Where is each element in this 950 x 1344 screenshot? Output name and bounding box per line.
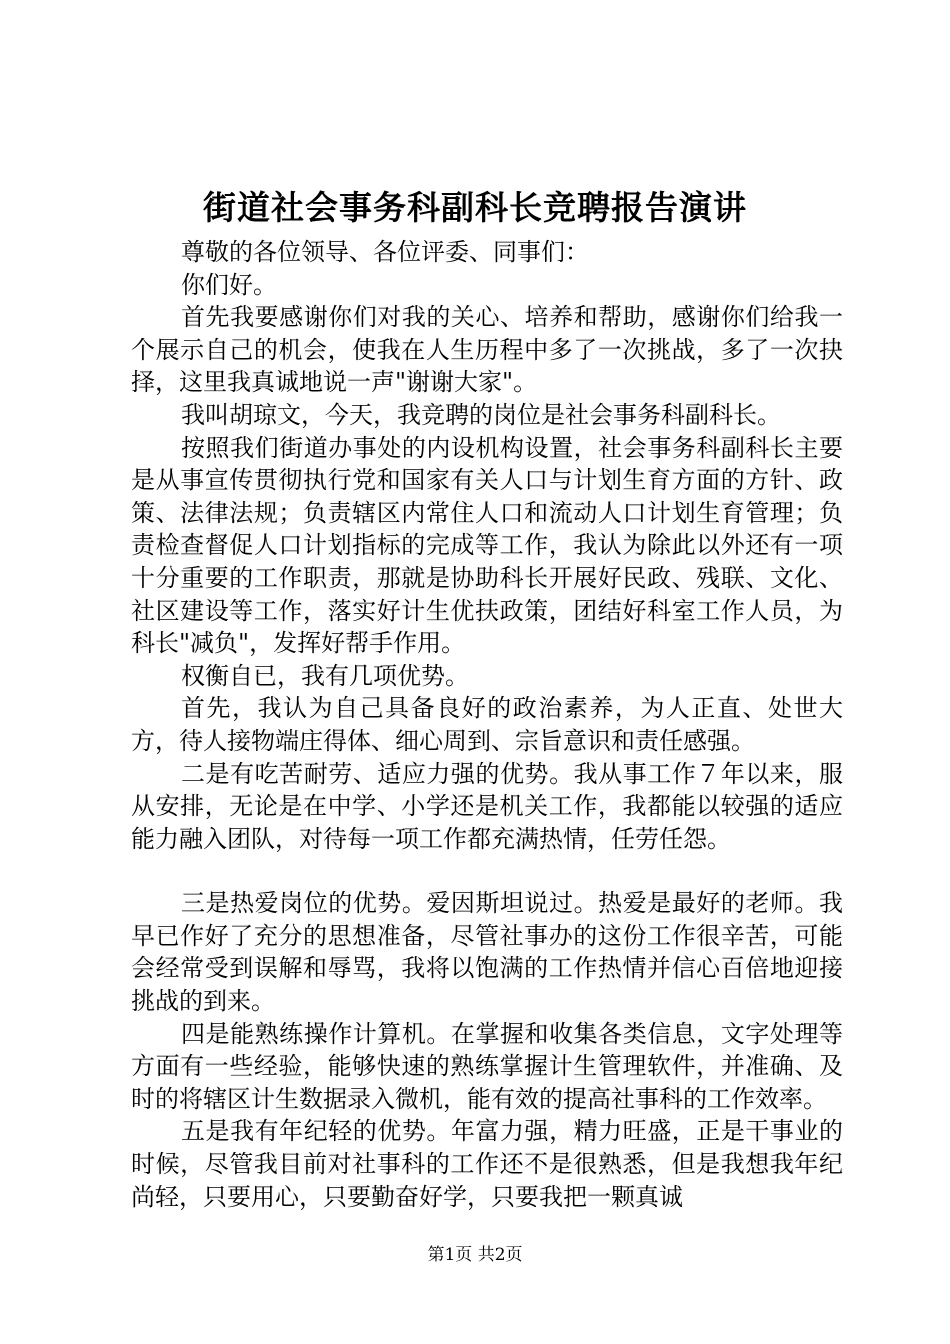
paragraph-advantage-5: 五是我有年纪轻的优势。年富力强，精力旺盛，正是干事业的时候，尽管我目前对社事科的工作还不是很熟悉，但是我想我年纪尚轻，只要用心，只要勤奋好学，只要我把一颗真诚	[131, 1117, 843, 1211]
paragraph-advantage-3: 三是热爱岗位的优势。爱因斯坦说过。热爱是最好的老师。我早已作好了充分的思想准备，尽管社事办的这份工作很辛苦，可能会经常受到误解和辱骂，我将以饱满的工作热情并信心百倍地迎接挑战的到来。	[131, 889, 843, 1016]
paragraph-thanks: 首先我要感谢你们对我的关心、培养和帮助，感谢你们给我一个展示自己的机会，使我在人生历程中多了一次挑战，多了一次抉择，这里我真诚地说一声"谢谢大家"。	[131, 303, 843, 397]
paragraph-advantage-1: 首先，我认为自己具备良好的政治素养，为人正直、处世大方，待人接物端庄得体、细心周到、宗旨意识和责任感强。	[131, 694, 843, 755]
paragraph-duties: 按照我们街道办事处的内设机构设置，社会事务科副科长主要是从事宣传贯彻执行党和国家有关人口与计划生育方面的方针、政策、法律法规；负责辖区内常住人口和流动人口计划生育管理；负责检查督促人口计划指标的完成等工作，我认为除此以外还有一项十分重要的工作职责，那就是协助科长开展好民政、残联、文化、社区建设等工作，落实好计生优扶政策，团结好科室工作人员，为科长"减负"，发挥好帮手作用。	[131, 433, 843, 658]
paragraph-salutation: 尊敬的各位领导、各位评委、同事们：	[181, 238, 589, 266]
paragraph-greeting: 你们好。	[181, 270, 277, 299]
page-number-footer: 第1页 共2页	[427, 1245, 523, 1265]
paragraph-advantage-4: 四是能熟练操作计算机。在掌握和收集各类信息，文字处理等方面有一些经验，能够快速的熟练掌握计生管理软件，并准确、及时的将辖区计生数据录入微机，能有效的提高社事科的工作效率。	[131, 1019, 843, 1113]
document-body	[131, 236, 843, 1213]
paragraph-advantage-2: 二是有吃苦耐劳、适应力强的优势。我从事工作７年以来，服从安排，无论是在中学、小学还是机关工作，我都能以较强的适应能力融入团队，对待每一项工作都充满热情，任劳任怨。	[131, 759, 843, 853]
paragraph-advantages-intro: 权衡自已，我有几项优势。	[181, 661, 469, 690]
document-title: 街道社会事务科副科长竞聘报告演讲	[203, 188, 747, 227]
paragraph-introduction: 我叫胡琼文，今天，我竞聘的岗位是社会事务科副科长。	[181, 400, 781, 429]
